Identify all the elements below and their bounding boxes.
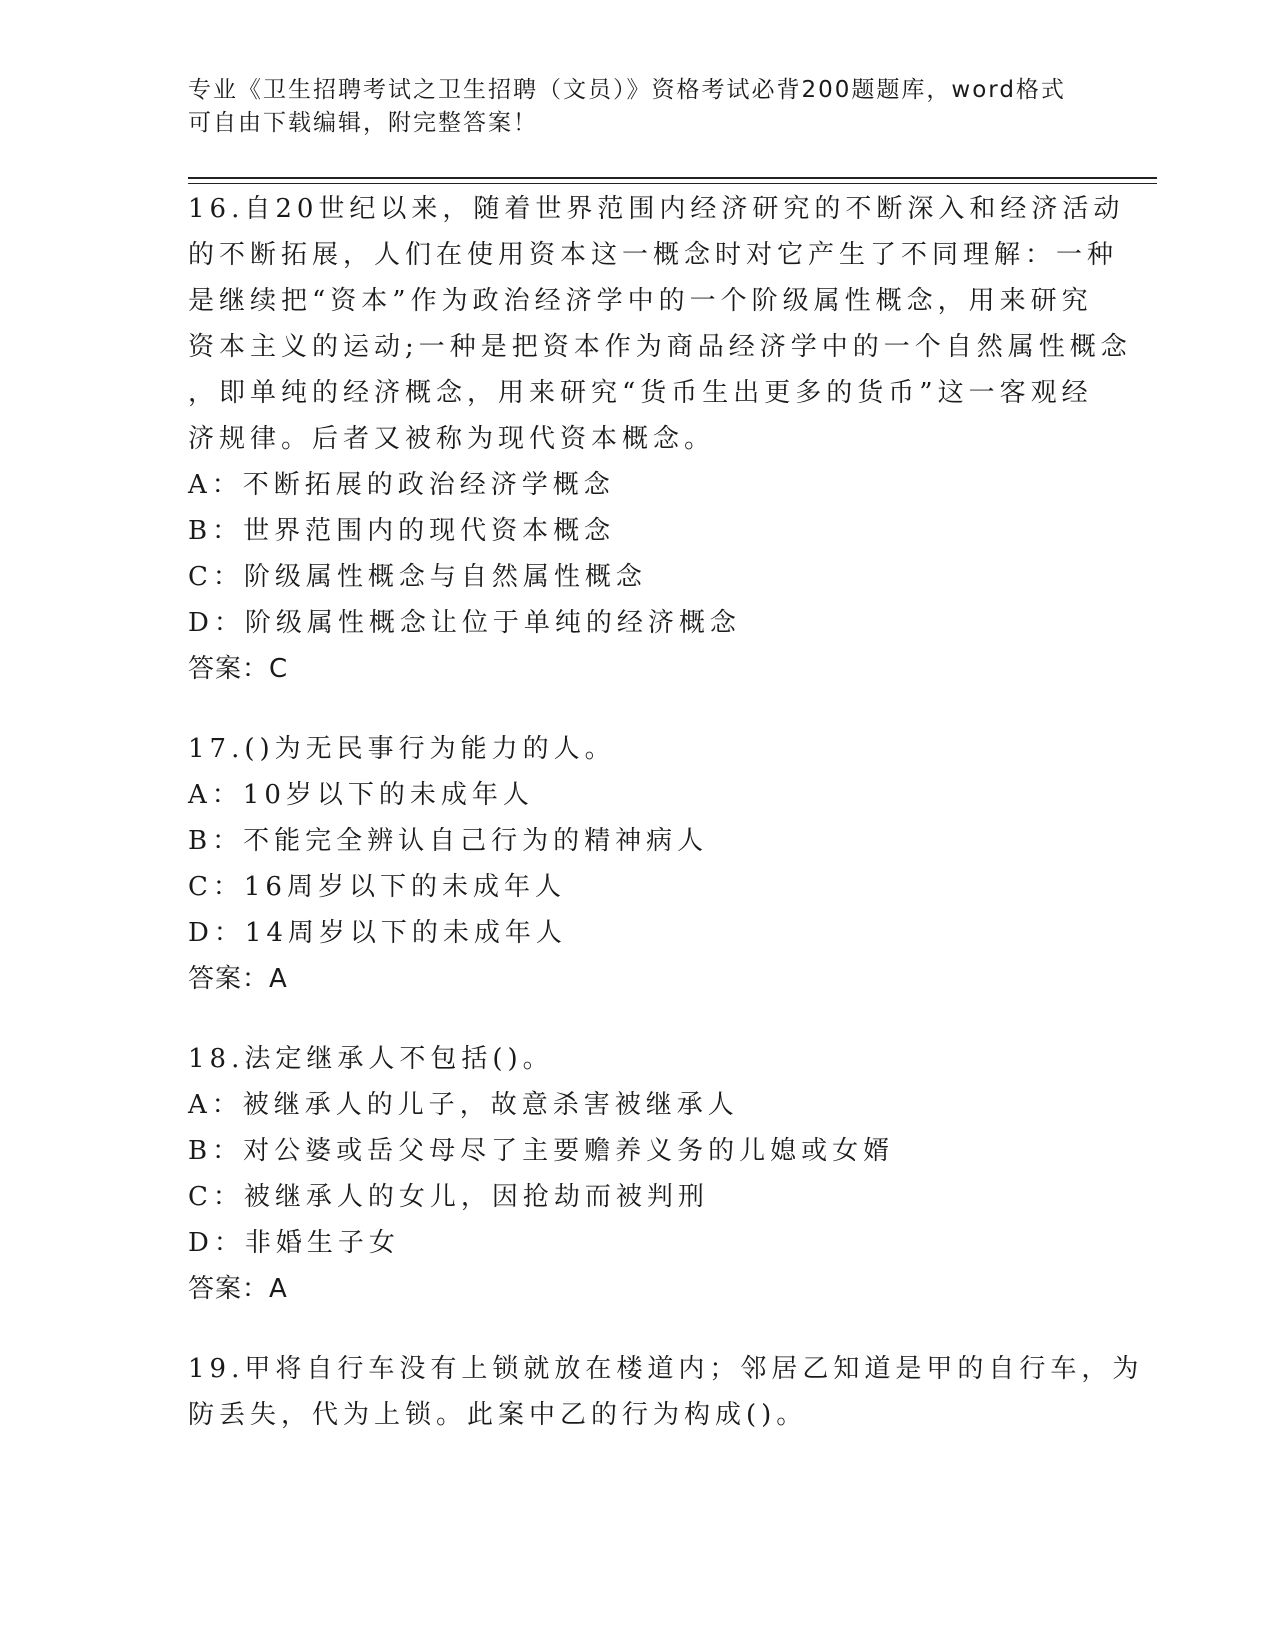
- question-stem-line: 18.法定继承人不包括()。: [188, 1044, 554, 1074]
- option-a: A：被继承人的儿子，故意杀害被继承人: [188, 1090, 739, 1120]
- option-c: C：阶级属性概念与自然属性概念: [188, 562, 647, 592]
- question-list: [188, 186, 1144, 1438]
- question-spacer: [188, 1312, 1088, 1346]
- header-divider-thin: [188, 183, 1157, 184]
- header-line-2: 可自由下载编辑，附完整答案！: [188, 110, 538, 136]
- question-stem-line: 17.()为无民事行为能力的人。: [188, 734, 616, 764]
- question-stem-line: 是继续把“资本”作为政治经济学中的一个阶级属性概念，用来研究: [188, 286, 1093, 316]
- question-stem-line: 资本主义的运动;一种是把资本作为商品经济学中的一个自然属性概念: [188, 332, 1132, 362]
- option-a: A：不断拓展的政治经济学概念: [188, 470, 615, 500]
- option-b: B：不能完全辨认自己行为的精神病人: [188, 826, 709, 856]
- header-divider-thick: [188, 177, 1157, 179]
- option-d: D：非婚生子女: [188, 1228, 400, 1258]
- option-c: C：16周岁以下的未成年人: [188, 872, 566, 902]
- question-stem-line: 16.自20世纪以来，随着世界范围内经济研究的不断深入和经济活动: [188, 194, 1125, 224]
- question-stem-line: 19.甲将自行车没有上锁就放在楼道内；邻居乙知道是甲的自行车，为: [188, 1354, 1144, 1384]
- option-c: C：被继承人的女儿，因抢劫而被判刑: [188, 1182, 709, 1212]
- option-d: D：14周岁以下的未成年人: [188, 918, 567, 948]
- question-spacer: [188, 1002, 1088, 1036]
- question-spacer: [188, 692, 1088, 726]
- document-header: [188, 74, 1088, 140]
- question-19: [188, 1346, 1144, 1438]
- question-stem-line: ，即单纯的经济概念，用来研究“货币生出更多的货币”这一客观经: [188, 378, 1093, 408]
- option-a: A：10岁以下的未成年人: [188, 780, 534, 810]
- question-stem-line: 的不断拓展，人们在使用资本这一概念时对它产生了不同理解：一种: [188, 240, 1119, 270]
- question-stem-line: 济规律。后者又被称为现代资本概念。: [188, 424, 716, 454]
- option-b: B：对公婆或岳父母尽了主要赡养义务的儿媳或女婿: [188, 1136, 895, 1166]
- option-d: D：阶级属性概念让位于单纯的经济概念: [188, 608, 741, 638]
- question-16: [188, 186, 1132, 692]
- question-18: [188, 1036, 1088, 1312]
- header-line-1: 专业《卫生招聘考试之卫生招聘（文员）》资格考试必背200题题库，word格式: [188, 77, 1066, 103]
- option-b: B：世界范围内的现代资本概念: [188, 516, 616, 546]
- answer: 答案：A: [188, 964, 288, 994]
- answer: 答案：C: [188, 654, 289, 684]
- answer: 答案：A: [188, 1274, 288, 1304]
- question-stem-line: 防丢失，代为上锁。此案中乙的行为构成()。: [188, 1400, 808, 1430]
- question-17: [188, 726, 1088, 1002]
